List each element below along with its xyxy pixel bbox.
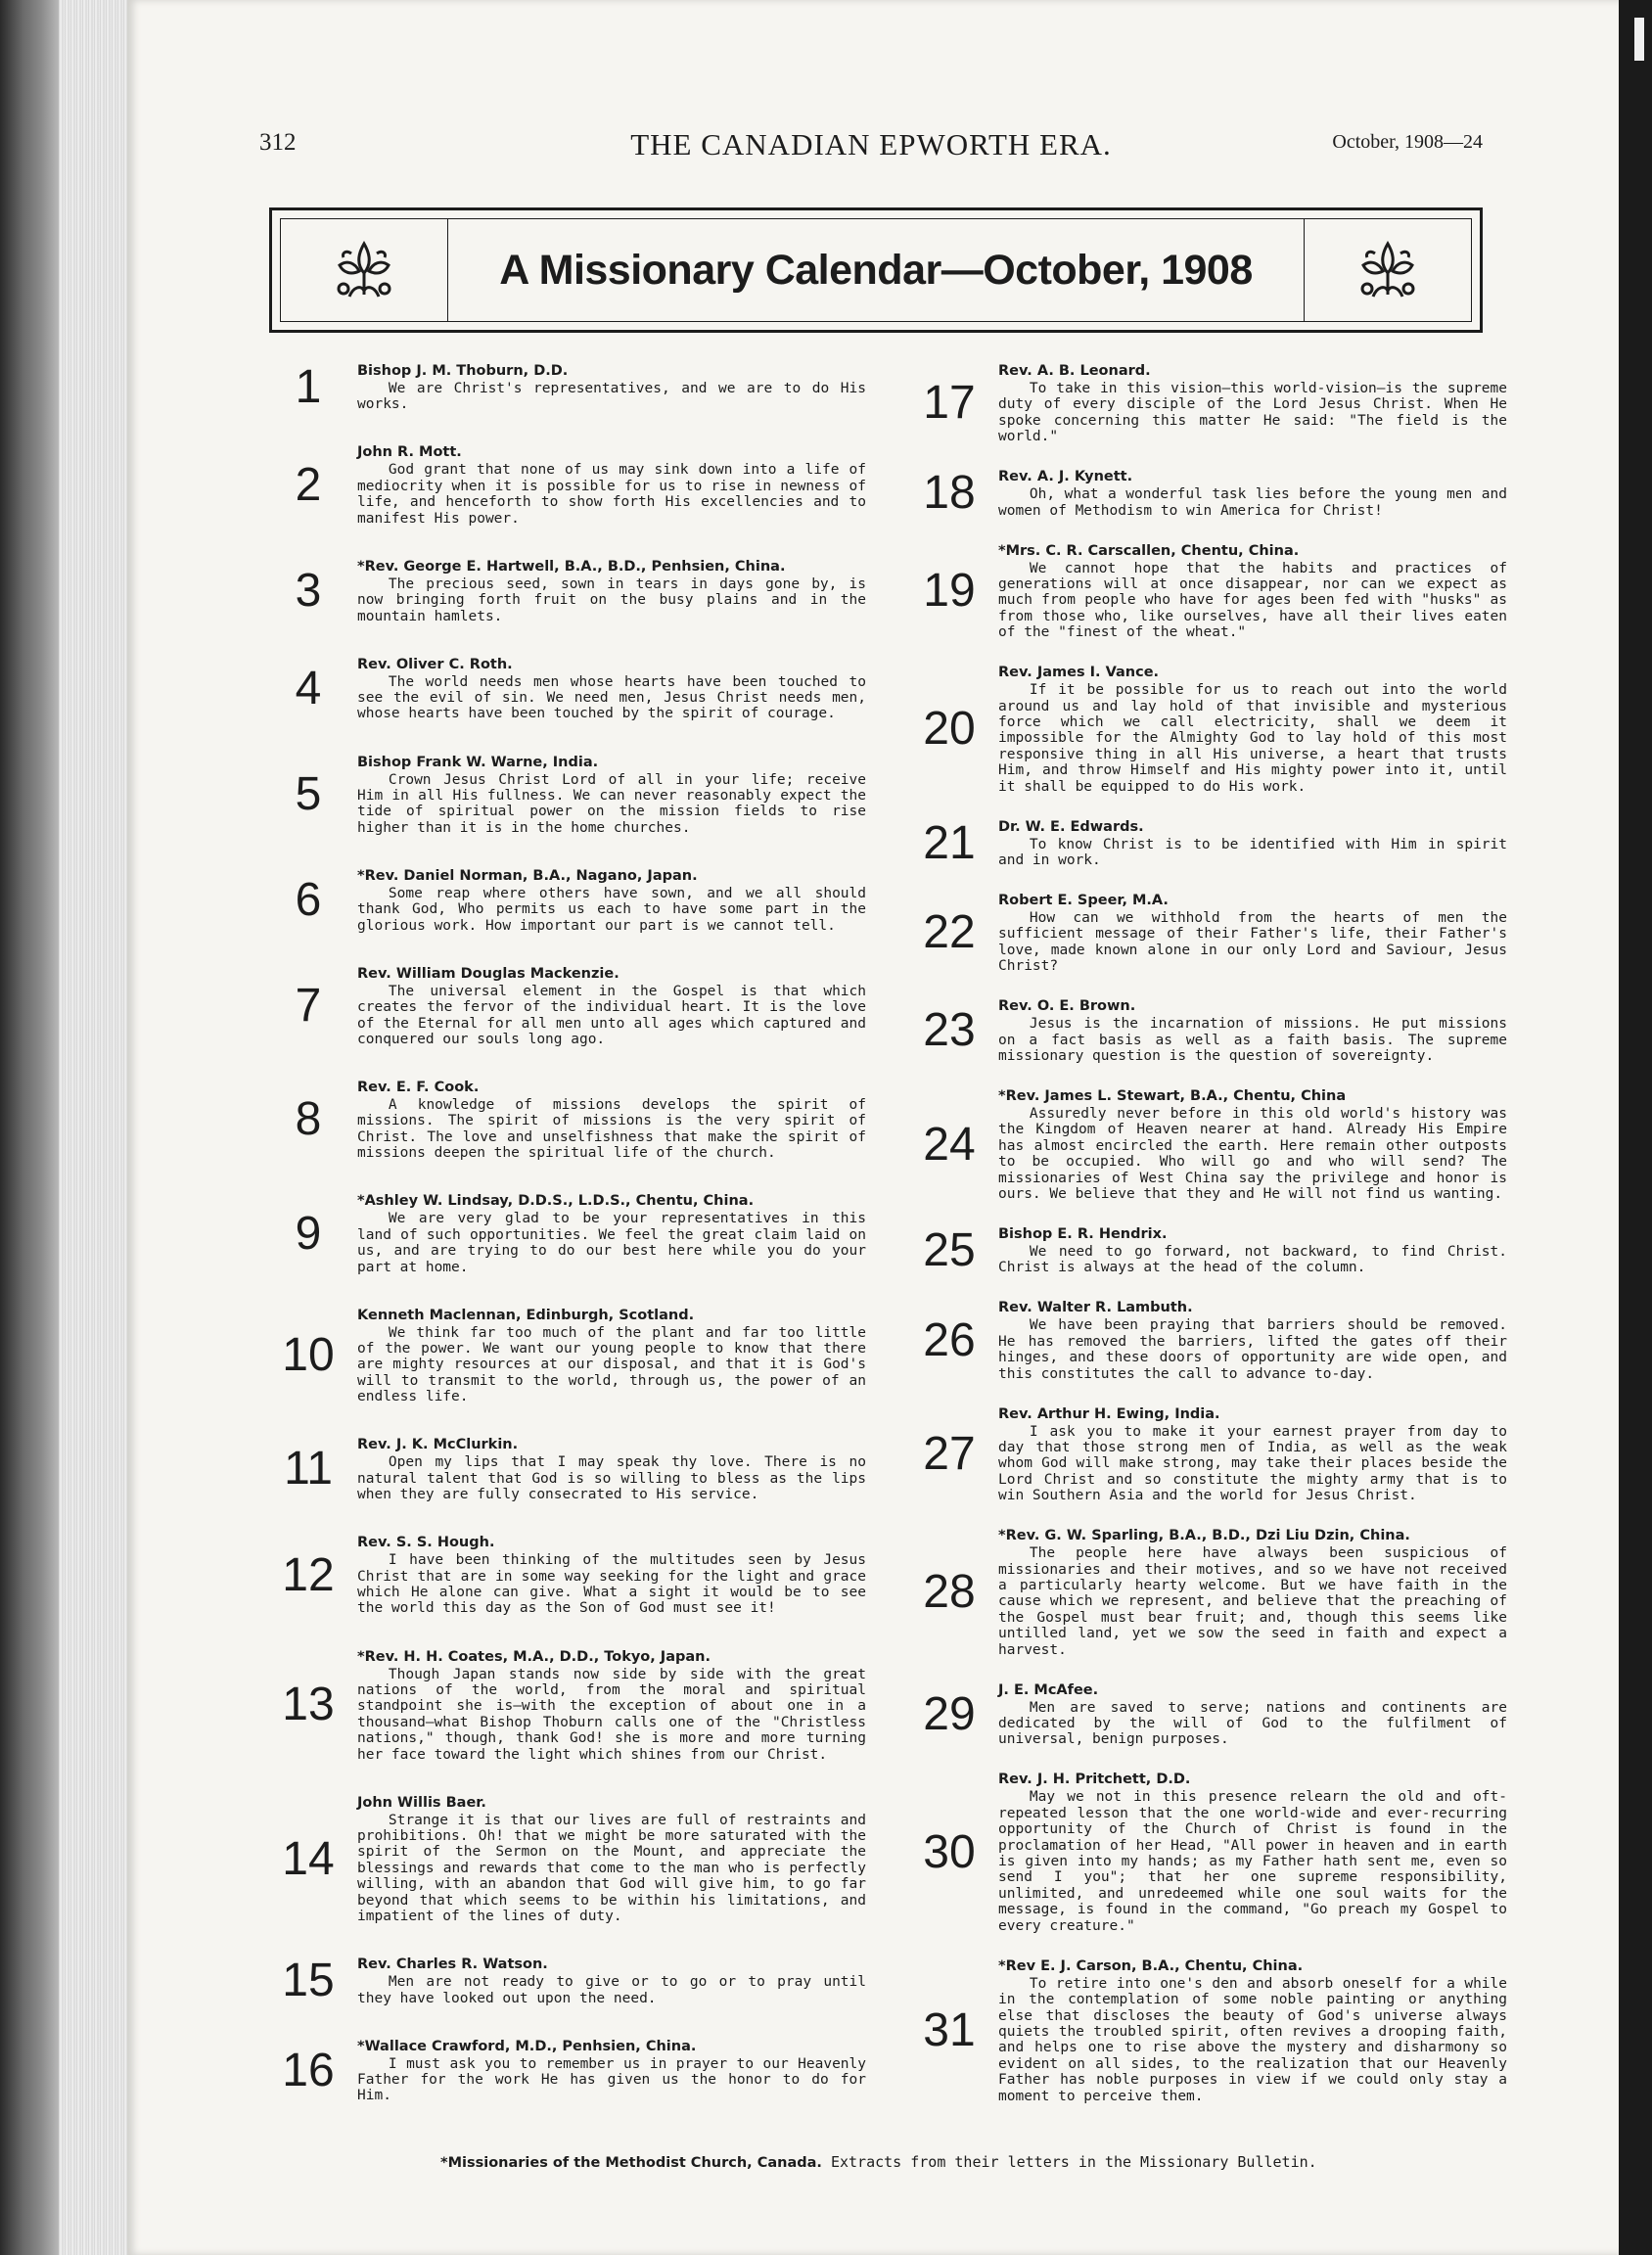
entry-author: Rev. J. K. McClurkin. xyxy=(357,1437,519,1453)
day-number: 4 xyxy=(295,662,322,714)
entry-quote: We cannot hope that the habits and practices of generations will at once disappear, nor can we expect as much from people who have for ages been fed with "husks" as from those who, like ourselves, have all their lives eaten of the "finest of the wheat." xyxy=(998,560,1507,641)
entry-author: *Mrs. C. R. Carscallen, Chentu, China. xyxy=(998,542,1300,559)
day-number: 17 xyxy=(923,377,976,430)
calendar-entry xyxy=(910,1087,1507,1202)
calendar-columns xyxy=(269,362,1541,2104)
entry-quote: We are Christ's representatives, and we are to do His works. xyxy=(357,381,866,413)
day-number: 28 xyxy=(923,1566,976,1619)
entry-quote: To take in this vision—this world-vision—is the supreme duty of every disciple of the Lord Jesus Christ. When He spoke concerning this matter He said: "The field is the world." xyxy=(998,381,1507,445)
right-column xyxy=(910,362,1507,2104)
entry-author: *Rev. G. W. Sparling, B.A., B.D., Dzi Liu Dzin, China. xyxy=(998,1528,1410,1544)
day-number: 8 xyxy=(295,1093,322,1146)
footnote-lead: *Missionaries of the Methodist Church, Canada. xyxy=(440,2155,822,2171)
entry-author: Rev. A. B. Leonard. xyxy=(998,363,1151,379)
entry-quote: To retire into one's den and absorb oneself for a while in the contemplation of some noble painting or anything else that discloses the beauty of God's universe always quiets the troubled spirit, often revives a drooping faith, and helps one to rise above the mystery and disharmony so evident on all sides, to the realization that our Heavenly Father has noble purposes in view if we could only stay a moment to perceive them. xyxy=(998,1975,1507,2104)
entry-quote: May we not in this presence relearn the old and oft-repeated lesson that the one world-wide and ever-recurring opportunity of the Church of Christ is found in the proclamation of her Head, "All power in heaven and in earth is given into my hands; as my Father hath sent me, even so send I you"; that her one supreme responsibility, unlimited, and unredeemed while one soul waits for the message, is found in the command, "Go preach my Gospel to every creature." xyxy=(998,1789,1507,1934)
day-number: 22 xyxy=(923,906,976,959)
day-number: 9 xyxy=(295,1207,322,1260)
day-number: 7 xyxy=(295,980,322,1033)
entry-quote: I have been thinking of the multitudes seen by Jesus Christ that are in some way seeking for the light and grace which He alone can give. What a sight it would be to see the world this day as the Son of God must see it! xyxy=(357,1552,866,1617)
entry-author: Kenneth Maclennan, Edinburgh, Scotland. xyxy=(357,1307,695,1323)
entry-author: Rev. Arthur H. Ewing, India. xyxy=(998,1405,1220,1422)
entry-quote: We think far too much of the plant and far too little of the power. We want our young people to know that there are mighty resources at our disposal, and that it is God's will to transmit to the world, through us, the power of an endless life. xyxy=(357,1324,866,1405)
entry-quote: The universal element in the Gospel is that which creates the fervor of the individual heart. It is the love of the Eternal for all men unto all ages which captured and conquered our souls long ago. xyxy=(357,983,866,1047)
calendar-entry xyxy=(910,1771,1507,1934)
calendar-entry xyxy=(910,468,1507,519)
entry-author: *Rev E. J. Carson, B.A., Chentu, China. xyxy=(998,1957,1304,1974)
book-gutter xyxy=(0,0,59,2255)
entry-author: *Rev. Daniel Norman, B.A., Nagano, Japan. xyxy=(357,867,698,884)
entry-author: Bishop Frank W. Warne, India. xyxy=(357,754,599,770)
calendar-entry xyxy=(910,892,1507,975)
day-number: 6 xyxy=(295,873,322,926)
entry-author: *Rev. H. H. Coates, M.A., D.D., Tokyo, Japan. xyxy=(357,1648,711,1665)
calendar-entry xyxy=(269,754,866,837)
entry-quote: Strange it is that our lives are full of restraints and prohibitions. Oh! that we might be more saturated with the spirit of the Sermon on the Mount, and appreciate the blessings and rewards that come to the man who is perfectly willing, with an abandon that God will give him, to go far beyond that which seems to be within his limitations, and impatient of the lines of duty. xyxy=(357,1812,866,1925)
page-number: 312 xyxy=(259,129,297,156)
scan-border xyxy=(1619,0,1652,2255)
entry-quote: To know Christ is to be identified with Him in spirit and in work. xyxy=(998,836,1507,869)
day-number: 31 xyxy=(923,2003,976,2056)
calendar-entry xyxy=(269,558,866,624)
day-number: 24 xyxy=(923,1118,976,1171)
day-number: 23 xyxy=(923,1004,976,1057)
calendar-entry xyxy=(910,1681,1507,1748)
calendar-entry xyxy=(269,1794,866,1925)
entry-author: Dr. W. E. Edwards. xyxy=(998,818,1144,835)
entry-quote: The people here have always been suspicious of missionaries and their motives, and so we have not received a particularly hearty welcome. But we have faith in the cause which we represent, and believe that the preaching of the Gospel must bear fruit; and, though this seems like untilled land, yet we sow the seed in faith and expect a harvest. xyxy=(998,1545,1507,1658)
entry-author: Rev. J. H. Pritchett, D.D. xyxy=(998,1772,1191,1788)
day-number: 12 xyxy=(282,1548,335,1601)
entry-quote: A knowledge of missions develops the spirit of missions. The spirit of missions is the very spirit of Christ. The love and unselfishness that make the spirit of missions deepen the spiritual life of the church. xyxy=(357,1097,866,1162)
calendar-entry xyxy=(910,542,1507,641)
day-number: 27 xyxy=(923,1428,976,1481)
entry-quote: Men are saved to serve; nations and continents are dedicated by the will of God to the fulfilment of universal, benign purposes. xyxy=(998,1699,1507,1748)
entry-quote: Men are not ready to give or to go or to pray until they have looked out upon the need. xyxy=(357,1974,866,2006)
day-number: 10 xyxy=(282,1329,335,1382)
issue-date: October, 1908—24 xyxy=(1332,131,1483,153)
entry-author: Rev. Walter R. Lambuth. xyxy=(998,1300,1193,1316)
day-number: 26 xyxy=(923,1313,976,1366)
calendar-entry xyxy=(269,867,866,934)
entry-author: Bishop E. R. Hendrix. xyxy=(998,1226,1168,1243)
entry-author: Rev. Oliver C. Roth. xyxy=(357,656,513,672)
entry-quote: I ask you to make it your earnest prayer from day to day that those strong men of India, as well as the weak whom God will make strong, may take their places beside the Lord Christ and so constitute the mighty army that is to win Southern Asia and the world for Jesus Christ. xyxy=(998,1423,1507,1504)
day-number: 18 xyxy=(923,467,976,520)
entry-author: Rev. Charles R. Watson. xyxy=(357,1956,548,1973)
calendar-entry xyxy=(269,1307,866,1405)
entry-author: John Willis Baer. xyxy=(357,1794,486,1811)
day-number: 30 xyxy=(923,1825,976,1878)
day-number: 14 xyxy=(282,1832,335,1885)
entry-quote: We are very glad to be your representatives in this land of such opportunities. We feel the great claim laid on us, and are trying to do our best here while you do your part at home. xyxy=(357,1211,866,1275)
journal-title: THE CANADIAN EPWORTH ERA. xyxy=(630,127,1112,161)
calendar-entry xyxy=(269,656,866,722)
calendar-entry xyxy=(910,818,1507,869)
entry-author: *Rev. George E. Hartwell, B.A., B.D., Penhsien, China. xyxy=(357,558,786,575)
entry-quote: Some reap where others have sown, and we all should thank God, Who permits us each to have some part in the glorious work. How important our part is we cannot tell. xyxy=(357,885,866,934)
entry-author: *Ashley W. Lindsay, D.D.S., L.D.S., Chentu, China. xyxy=(357,1193,755,1210)
day-number: 21 xyxy=(923,816,976,869)
entry-author: Rev. James I. Vance. xyxy=(998,665,1160,681)
calendar-entry xyxy=(910,1405,1507,1504)
entry-quote: Crown Jesus Christ Lord of all in your life; receive Him in all His fullness. We can never reasonably expect the tide of spiritual power on the mission fields to rise higher than it is in the home churches. xyxy=(357,771,866,836)
entry-quote: Though Japan stands now side by side with the great nations of the world, from the moral and spiritual standpoint she is—with the exception of about one in a thousand—what Bishop Thoburn calls one of the "Christless nations," though, thank God! she is more and more turning her face toward the light which shines from our Christ. xyxy=(357,1666,866,1763)
calendar-entry xyxy=(910,997,1507,1064)
entry-quote: We have been praying that barriers should be removed. He has removed the barriers, lifted the gates off their hinges, and these doors of opportunity are wide open, and this constitutes the call to advance to-day. xyxy=(998,1317,1507,1382)
entry-author: *Wallace Crawford, M.D., Penhsien, China. xyxy=(357,2038,697,2054)
entry-author: Rev. E. F. Cook. xyxy=(357,1080,480,1096)
calendar-entry xyxy=(910,664,1507,795)
calendar-entry xyxy=(269,965,866,1048)
entry-author: Rev. O. E. Brown. xyxy=(998,998,1136,1015)
calendar-entry xyxy=(910,1225,1507,1276)
footnote xyxy=(440,2153,1517,2171)
day-number: 13 xyxy=(282,1679,335,1731)
day-number: 3 xyxy=(295,564,322,617)
calendar-entry xyxy=(910,1299,1507,1382)
entry-quote: We need to go forward, not backward, to find Christ. Christ is always at the head of the column. xyxy=(998,1244,1507,1276)
calendar-entry xyxy=(269,1534,866,1617)
calendar-entry xyxy=(269,1648,866,1763)
entry-author: Bishop J. M. Thoburn, D.D. xyxy=(357,363,569,379)
title-banner xyxy=(269,207,1483,333)
page-edges xyxy=(59,0,127,2255)
day-number: 5 xyxy=(295,767,322,820)
entry-quote: I must ask you to remember us in prayer to our Heavenly Father for the work He has given us the honor to do for Him. xyxy=(357,2055,866,2104)
entry-quote: How can we withhold from the hearts of men the sufficient message of their Father's life, their Father's love, made known alone in our only Lord and Saviour, Jesus Christ? xyxy=(998,910,1507,975)
day-number: 2 xyxy=(295,458,322,511)
day-number: 20 xyxy=(923,703,976,756)
entry-author: J. E. McAfee. xyxy=(998,1681,1099,1698)
footnote-text: Extracts from their letters in the Missionary Bulletin. xyxy=(830,2153,1317,2171)
day-number: 16 xyxy=(282,2044,335,2096)
calendar-entry xyxy=(269,362,866,413)
day-number: 11 xyxy=(284,1443,333,1496)
entry-quote: The precious seed, sown in tears in days gone by, is now bringing forth fruit on the busy plains and in the mountain hamlets. xyxy=(357,575,866,624)
entry-author: *Rev. James L. Stewart, B.A., Chentu, China xyxy=(998,1088,1347,1105)
day-number: 19 xyxy=(923,565,976,618)
calendar-entry xyxy=(910,362,1507,445)
calendar-title: A Missionary Calendar—October, 1908 xyxy=(499,246,1253,294)
scan-marker xyxy=(1634,18,1644,61)
entry-author: Rev. A. J. Kynett. xyxy=(998,469,1133,485)
running-head xyxy=(259,129,1483,168)
floral-ornament-icon xyxy=(281,219,448,321)
entry-quote: Assuredly never before in this old world's history was the Kingdom of Heaven nearer at hand. Already His Empire has almost encircled the earth. Here remain other outposts to be occupied. Who will go and who will send? The missionaries of West China say the privilege and honor is ours. We believe that they and He will not find us wanting. xyxy=(998,1106,1507,1203)
entry-quote: Jesus is the incarnation of missions. He put missions on a fact basis as well as a faith basis. The supreme missionary question is the question of sovereignty. xyxy=(998,1016,1507,1065)
calendar-entry xyxy=(269,1079,866,1162)
entry-author: Rev. William Douglas Mackenzie. xyxy=(357,965,620,982)
calendar-entry xyxy=(269,1956,866,2006)
entry-author: John R. Mott. xyxy=(357,444,462,461)
left-column xyxy=(269,362,866,2104)
entry-quote: The world needs men whose hearts have been touched to see the evil of sin. We need men, Jesus Christ needs men, whose hearts have been touched by the spirit of courage. xyxy=(357,673,866,722)
day-number: 1 xyxy=(295,360,322,413)
calendar-entry xyxy=(269,1192,866,1275)
entry-quote: Open my lips that I may speak thy love. There is no natural talent that God is so willing to bless as the lips when they are fully consecrated to His service. xyxy=(357,1454,866,1503)
entry-quote: If it be possible for us to reach out into the world around us and lay hold of that invisible and mysterious force which we call electricity, shall we deem it impossible for the Almighty God to lay hold of this most responsive thing in all His universe, a heart that trusts Him, and throw Himself and His mighty power into it, until it shall be equipped to do His work. xyxy=(998,682,1507,795)
entry-quote: God grant that none of us may sink down into a life of mediocrity when it is possible for us to rise in newness of life, and henceforth to show forth His excellencies and to manifest His power. xyxy=(357,462,866,527)
calendar-entry xyxy=(269,443,866,527)
floral-ornament-icon xyxy=(1304,219,1471,321)
entry-author: Robert E. Speer, M.A. xyxy=(998,893,1169,909)
calendar-entry xyxy=(910,1957,1507,2104)
entry-author: Rev. S. S. Hough. xyxy=(357,1535,495,1551)
day-number: 25 xyxy=(923,1223,976,1276)
day-number: 15 xyxy=(282,1955,335,2007)
calendar-entry xyxy=(269,1436,866,1502)
calendar-entry xyxy=(269,2038,866,2104)
day-number: 29 xyxy=(923,1687,976,1740)
calendar-entry xyxy=(910,1527,1507,1658)
title-banner-inner xyxy=(280,218,1472,322)
entry-quote: Oh, what a wonderful task lies before the young men and women of Methodism to win America for Christ! xyxy=(998,486,1507,519)
